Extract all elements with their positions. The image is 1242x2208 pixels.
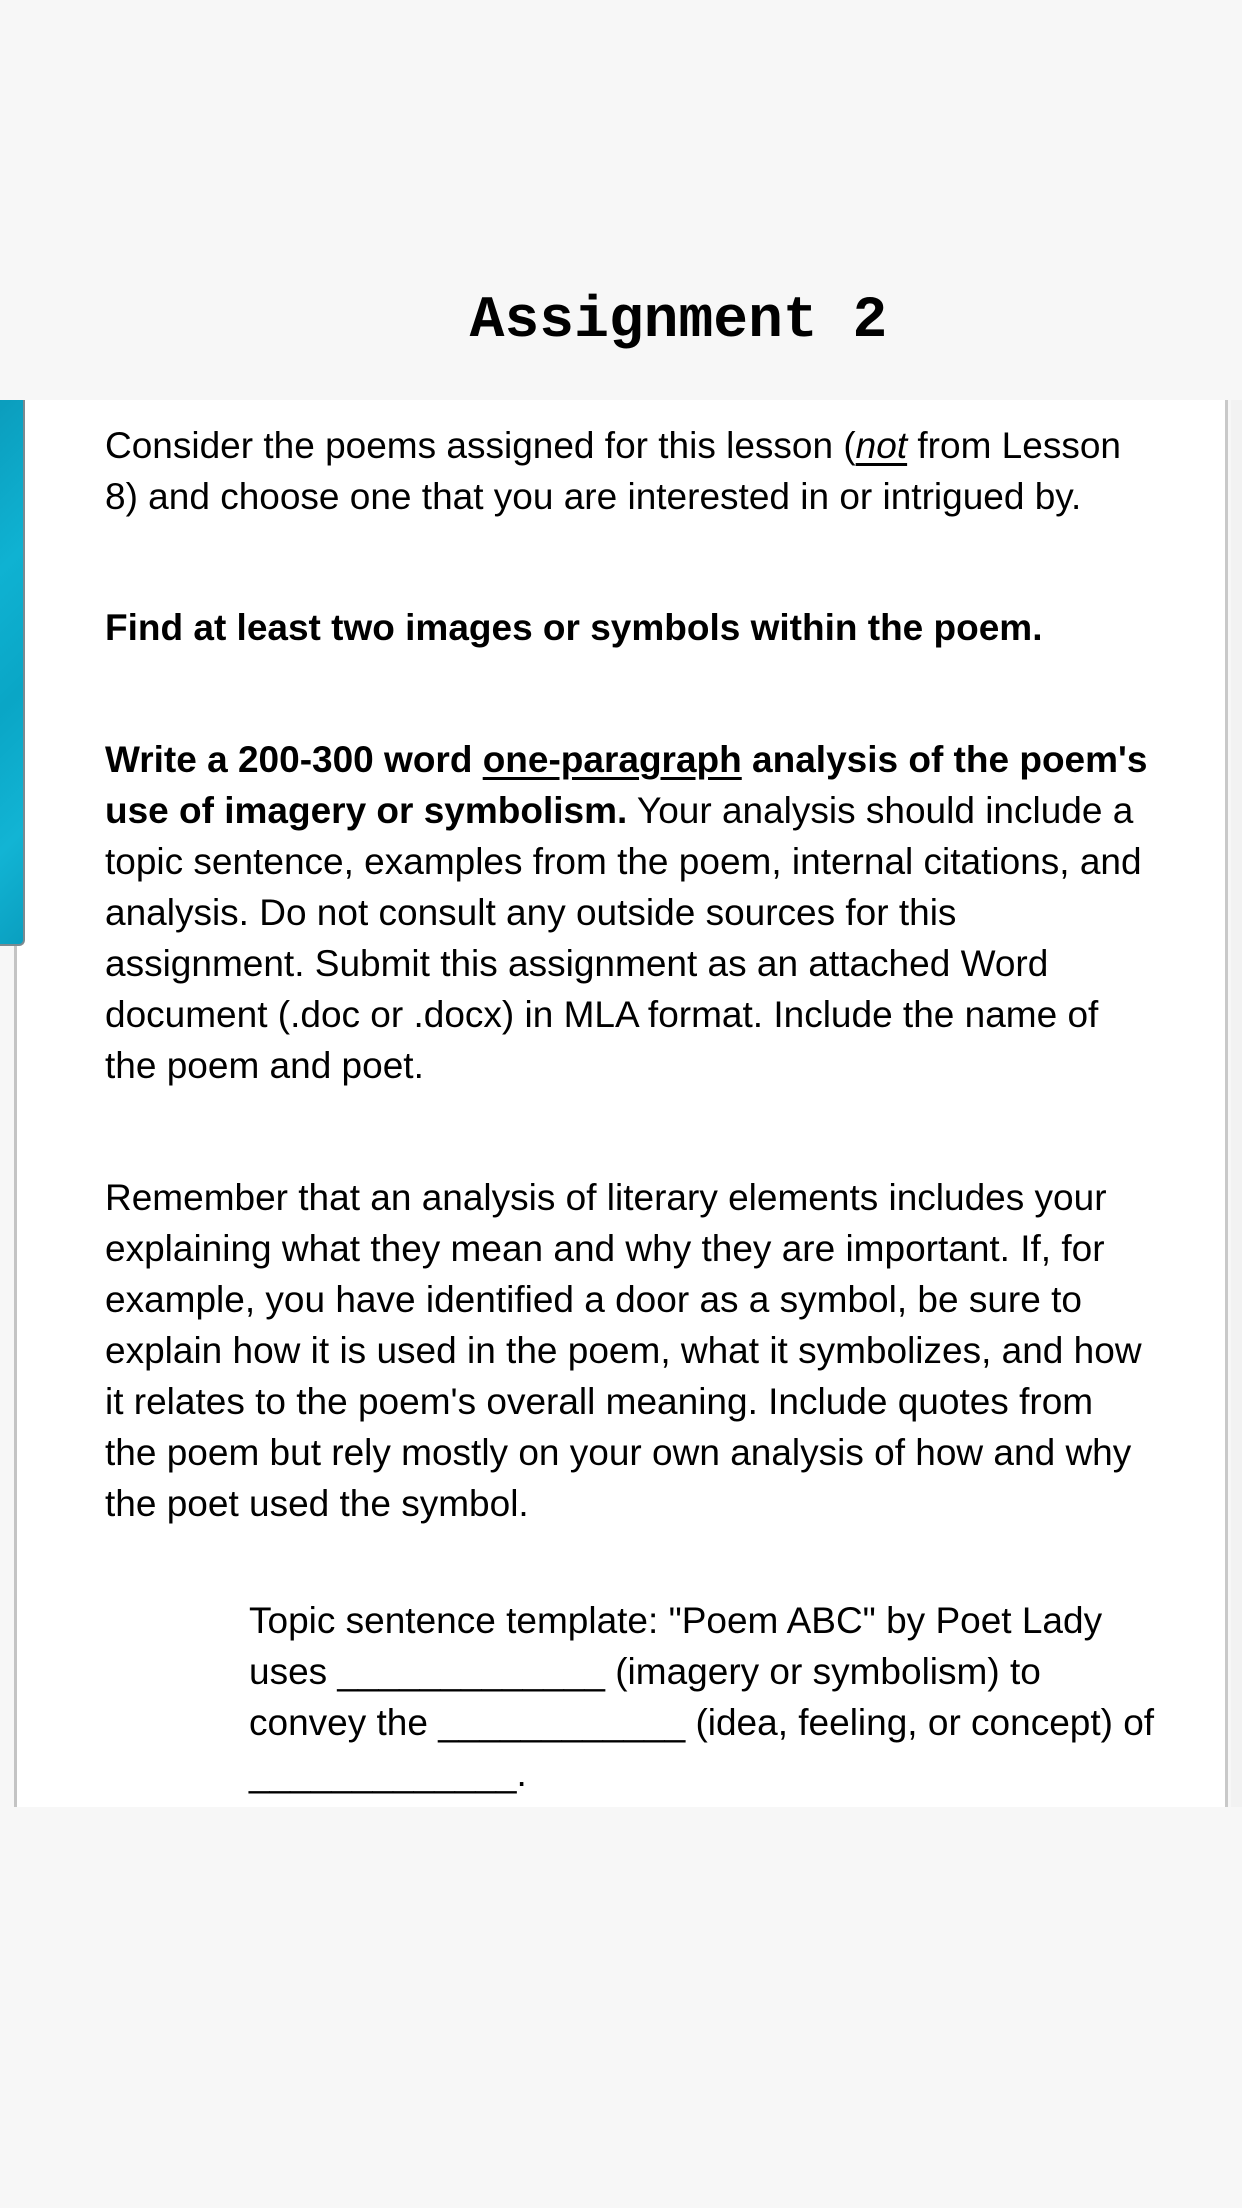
page-title: Assignment 2 [469, 289, 888, 354]
text-line: document (.doc or .docx) in MLA format. Include the name of [105, 994, 1099, 1035]
paragraph-write-analysis [105, 734, 1225, 1091]
text-line: Topic sentence template: "Poem ABC" by Poet Lady [249, 1600, 1103, 1641]
text-line: Remember that an analysis of literary elements includes your [105, 1177, 1107, 1218]
bold-segment: use of imagery or symbolism. [105, 790, 628, 831]
paragraph-find-images [105, 602, 1225, 653]
text-line [105, 420, 1225, 471]
text-segment: Your analysis should include a [627, 790, 1134, 831]
text-line: it relates to the poem's overall meaning. Include quotes from [105, 1381, 1094, 1422]
text-line: explain how it is used in the poem, what it symbolizes, and how [105, 1330, 1142, 1371]
text-line: example, you have identified a door as a symbol, be sure to [105, 1279, 1082, 1320]
underlined-one-paragraph: one-paragraph [482, 739, 742, 780]
topic-sentence-template [249, 1595, 1229, 1799]
text-line: _____________. [249, 1753, 527, 1794]
paragraph-choose-poem [105, 420, 1225, 522]
text-segment: Write a 200-300 word [105, 739, 483, 780]
text-line: explaining what they mean and why they are important. If, for [105, 1228, 1105, 1269]
text-line: Find at least two images or symbols within the poem. [105, 607, 1043, 648]
emphasis-not: not [855, 425, 908, 466]
text-line: 8) and choose one that you are interested in or intrigued by. [105, 476, 1082, 517]
text-line: analysis. Do not consult any outside sources for this [105, 892, 957, 933]
text-segment: Consider the poems assigned for this lesson ( [105, 425, 856, 466]
text-segment: from Lesson [907, 425, 1121, 466]
text-line: the poem and poet. [105, 1045, 424, 1086]
text-line: the poet used the symbol. [105, 1483, 529, 1524]
assignment-instructions [105, 420, 1225, 1529]
text-line [105, 734, 1225, 785]
text-segment: analysis of the poem's [741, 739, 1148, 780]
text-line: topic sentence, examples from the poem, internal citations, and [105, 841, 1142, 882]
text-line: assignment. Submit this assignment as an attached Word [105, 943, 1049, 984]
text-line: uses _____________ (imagery or symbolism) to [249, 1651, 1041, 1692]
paragraph-remember [105, 1172, 1225, 1529]
text-line: convey the ____________ (idea, feeling, or concept) of [249, 1702, 1155, 1743]
page-title-container [0, 282, 1242, 362]
panel-right-edge [1231, 400, 1242, 1807]
text-line: the poem but rely mostly on your own analysis of how and why [105, 1432, 1132, 1473]
text-line [105, 785, 1225, 836]
accent-bar [0, 400, 25, 946]
